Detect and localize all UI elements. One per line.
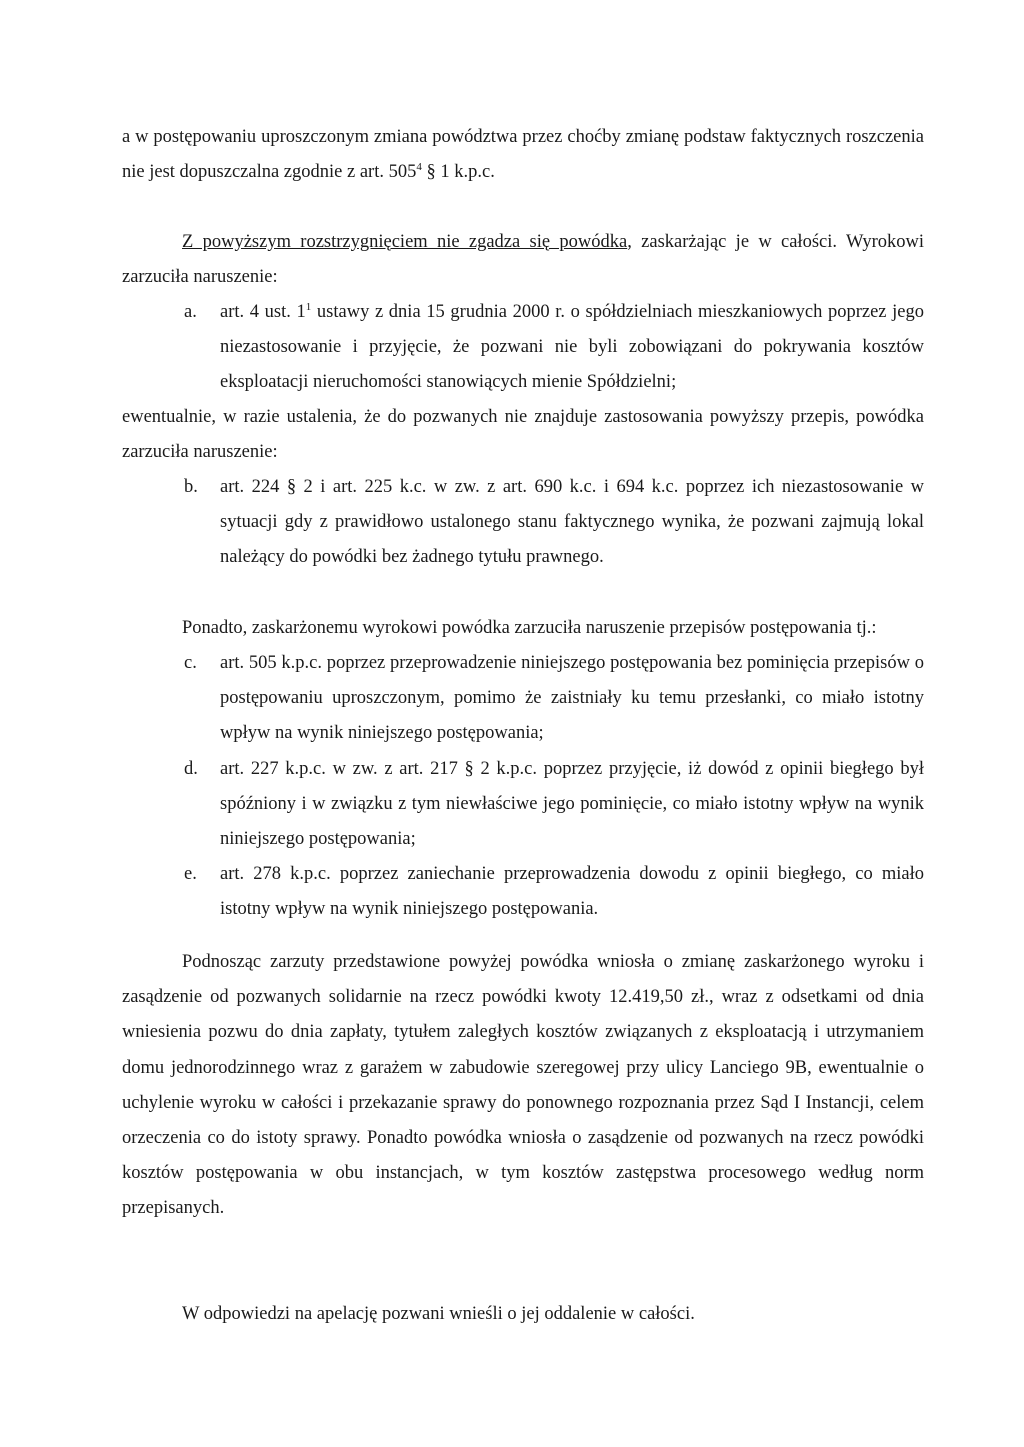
list-marker: c. (184, 653, 197, 673)
list-item (122, 470, 924, 576)
list-item-text (220, 295, 924, 401)
intro-superscript: 4 (416, 161, 422, 174)
appeal-paragraph (122, 225, 924, 295)
appeal-text: , zaskarżając je w całości. Wyrokowi zarzuciła naruszenie: (122, 232, 924, 288)
item-a-superscript: 1 (305, 300, 312, 313)
eventual-paragraph: ewentualnie, w razie ustalenia, że do pozwanych nie znajduje zastosowania powyższy przepis, powódka zarzuciła naruszenie: (122, 407, 924, 463)
item-list-b (122, 470, 924, 576)
item-a-text: ustawy z dnia 15 grudnia 2000 r. o spółdzielniach mieszkaniowych poprzez jego niezastosowanie i przyjęcie, że pozwani nie byli zobowiązani do pokrywania kosztów eksploatacji nieruchomości stanowiących mienie Spółdzielni; (220, 302, 924, 393)
list-item-text: art. 227 k.p.c. w zw. z art. 217 § 2 k.p.c. poprzez przyjęcie, iż dowód z opinii biegłego był spóźniony i w związku z tym niewłaściwe jego pominięcie, co miało istotny wpływ na wynik niniejszego postępowania; (220, 758, 924, 850)
item-list-a (122, 295, 924, 401)
item-a-article: art. 4 ust. 1 (220, 302, 306, 322)
conclusion-paragraph: Podnosząc zarzuty przedstawione powyżej powódka wniosła o zmianę zaskarżonego wyroku i zasądzenie od pozwanych solidarnie na rzecz powódki kwoty 12.419,50 zł., wraz z odsetkami od dnia wniesienia pozwu do dnia zapłaty, tytułem zaległych kosztów związanych z eksploatacją i utrzymaniem domu jednorodzinnego wraz z garażem w zabudowie szeregowej przy ulicy Lanciego 9B, ewentualnie o uchylenie wyroku w całości i przekazanie sprawy do ponownego rozpoznania przez Sąd I Instancji, celem orzeczenia co do istoty sprawy. Ponadto powódka wniosła o zasądzenie od pozwanych na rzecz powódki kosztów postępowania w obu instancjach, w tym kosztów zastępstwa procesowego według norm przepisanych. (122, 952, 924, 1219)
appeal-underlined-text: Z powyższym rozstrzygnięciem nie zgadza się powódka (182, 232, 628, 252)
list-item-text: art. 278 k.p.c. poprzez zaniechanie przeprowadzenia dowodu z opinii biegłego, co miało istotny wpływ na wynik niniejszego postępowania. (220, 864, 924, 920)
response-paragraph: W odpowiedzi na apelację pozwani wnieśli o jej oddalenie w całości. (182, 1304, 695, 1324)
list-item (122, 295, 924, 401)
list-item-text: art. 505 k.p.c. poprzez przeprowadzenie niniejszego postępowania bez pominięcia przepisów o postępowaniu uproszczonym, pomimo że zaistniały ku temu przesłanki, co miało istotny wpływ na wynik niniejszego postępowania; (220, 653, 924, 744)
intro-text-tail: § 1 k.p.c. (421, 162, 495, 183)
intro-paragraph (122, 120, 924, 190)
list-marker: a. (184, 302, 197, 322)
item-list-proc (122, 646, 924, 928)
list-item (122, 752, 924, 858)
list-item-text: art. 224 § 2 i art. 225 k.c. w zw. z art. 690 k.c. i 694 k.c. poprzez ich niezastosowanie w sytuacji gdy z prawidłowo ustalonego stanu faktycznego wynika, że pozwani zajmują lokal należący do powódki bez żadnego tytułu prawnego. (220, 477, 924, 568)
procedural-intro: Ponadto, zaskarżonemu wyrokowi powódka zarzuciła naruszenie przepisów postępowania tj.: (182, 618, 877, 638)
list-marker: d. (184, 758, 198, 779)
list-item (122, 857, 924, 927)
list-marker: b. (184, 477, 198, 497)
intro-text: a w postępowaniu uproszczonym zmiana powództwa przez choćby zmianę podstaw faktycznych roszczenia nie jest dopuszczalna zgodnie z art. 505 (122, 127, 924, 183)
list-item (122, 646, 924, 752)
list-marker: e. (184, 864, 197, 885)
